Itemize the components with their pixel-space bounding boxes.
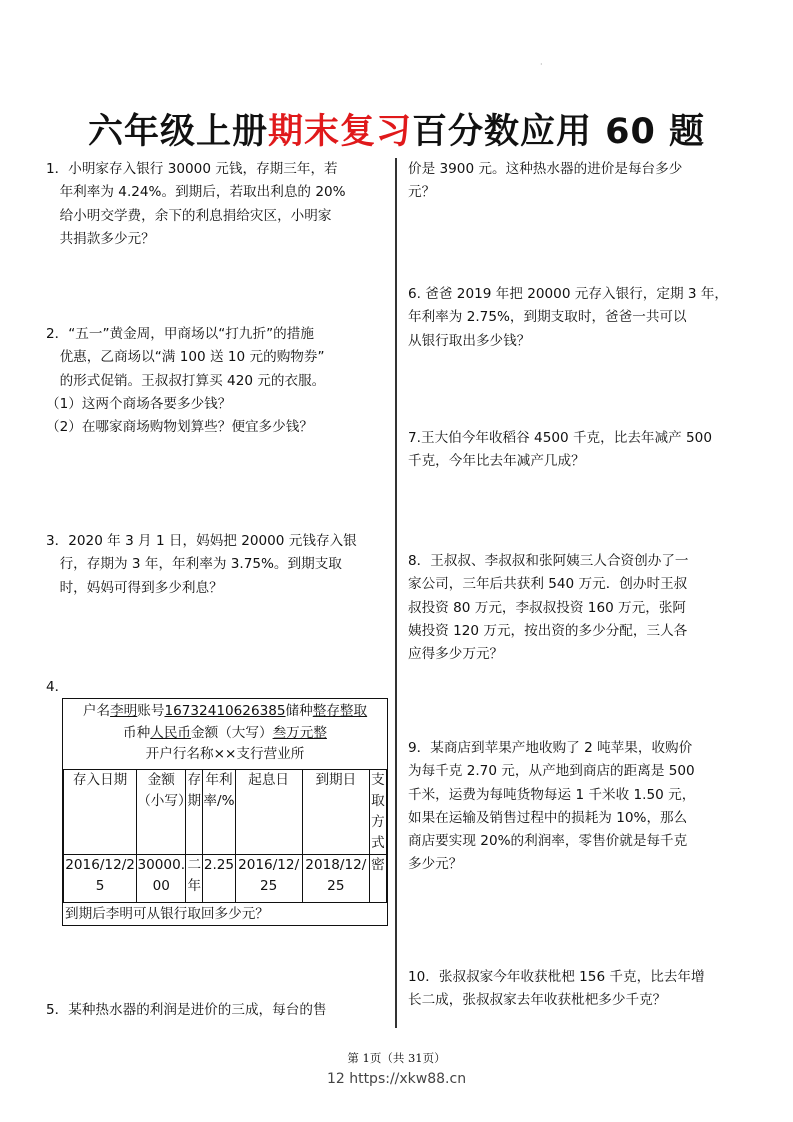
question-5 [46,999,386,1022]
currency: 人民币 [150,724,192,741]
table-cell: 2016/12/25 [64,854,137,902]
slip-header [63,699,387,769]
page-title [0,104,793,154]
q8-line: 8．王叔叔、李叔叔和张阿姨三人合资创办了一 [408,553,689,569]
question-3 [46,530,386,600]
amount-written: 叁万元整 [272,724,327,741]
label: 金额（大写） [191,724,273,741]
question-4-number [46,676,386,699]
question-2 [46,323,386,439]
q9-line: 9．某商店到苹果产地收购了 2 吨苹果，收购价 [408,740,693,756]
column-divider [395,158,397,1028]
q5-line: 5．某种热水器的利润是进价的三成，每台的售 [46,1002,327,1018]
watermark-url: 12 https://xkw88.cn [326,1071,467,1087]
table-header: 年利率/% [203,769,235,854]
table-header: 存入日期 [64,769,137,854]
label: 储种 [285,703,313,719]
q4-number: 4． [46,679,69,695]
q6-line: 年利率为 2.75%，到期支取时，爸爸一共可以 [408,309,687,326]
q2-line: 2．“五一”黄金周，甲商场以“打九折”的措施 [46,326,314,342]
question-7 [408,427,748,474]
q3-line: 3．2020 年 3 月 1 日，妈妈把 20000 元钱存入银 [46,533,357,549]
q9-line: 商店要实现 20%的利润率，零售价就是每千克 [408,833,688,850]
bank-deposit-slip [62,698,388,926]
q2-line: 优惠，乙商场以“满 100 送 10 元的购物券” [46,349,325,366]
account-number: 16732410626385 [164,703,286,719]
q9-line: 多少元？ [408,856,463,873]
table-header: 存期 [186,769,203,854]
q2-line: （2）在哪家商场购物划算些？便宜多少钱？ [46,419,313,436]
deposit-table [63,769,387,903]
bank-branch: 开户行名称××支行营业所 [145,746,305,762]
question-6 [408,283,748,353]
account-name: 李明 [110,703,138,719]
q5-line: 价是 3900 元。这种热水器的进价是每台多少 [408,161,683,177]
table-header: 支取方式 [369,769,386,854]
table-header: 金额（小写） [137,769,186,854]
q1-line: 年利率为 4.24%。到期后，若取出利息的 20% [46,184,346,201]
q1-line: 共捐款多少元？ [46,230,155,247]
q9-line: 如果在运输及销售过程中的损耗为 10%，那么 [408,809,688,826]
q9-line: 千米，运费为每吨货物每运 1 千米收 1.50 元， [408,786,696,803]
q7-line: 7.王大伯今年收稻谷 4500 千克，比去年减产 500 [408,430,712,446]
title-highlight: 期末复习 [267,112,412,152]
deposit-type: 整存整取 [312,703,368,719]
title-part1: 六年级上册 [87,112,268,152]
q9-line: 为每千克 2.70 元，从产地到商店的距离是 500 [408,763,695,780]
q10-line: 长二成，张叔叔家去年收获枇杷多少千克？ [408,992,667,1009]
question-8 [408,550,748,666]
page-number: 第 1页（共 31页） [347,1051,446,1065]
q6-line: 从银行取出多少钱？ [408,332,531,349]
q2-line: 的形式促销。王叔叔打算买 420 元的衣服。 [46,372,326,389]
table-cell: 二年 [186,854,203,902]
q2-line: （1）这两个商场各要多少钱？ [46,395,232,412]
table-cell: 2.25 [203,854,235,902]
table-cell: 密 [369,854,386,902]
q1-line: 给小明交学费，余下的利息捐给灾区，小明家 [46,207,332,224]
q10-line: 10．张叔叔家今年收获枇杷 156 千克，比去年增 [408,969,705,985]
stray-dot: · [540,60,543,69]
table-cell: 30000.00 [137,854,186,902]
label: 户名 [82,703,111,719]
q1-line: 1．小明家存入银行 30000 元钱，存期三年，若 [46,161,338,177]
question-10 [408,966,748,1013]
table-cell: 2016/12/25 [235,854,302,902]
table-header: 起息日 [235,769,302,854]
q8-line: 应得多少万元？ [408,646,504,663]
q3-line: 行，存期为 3 年，年利率为 3.75%。到期支取 [46,556,342,573]
question-9 [408,737,748,877]
q3-line: 时，妈妈可得到多少利息？ [46,579,223,596]
question-1 [46,158,386,251]
q8-line: 家公司，三年后共获利 540 万元．创办时王叔 [408,576,688,593]
q6-line: 6. 爸爸 2019 年把 20000 元存入银行，定期 3 年， [408,286,729,302]
q5-line: 元？ [408,184,436,201]
title-part3: 百分数应用 60 题 [411,112,706,152]
table-row [64,854,387,902]
label: 账号 [137,703,165,719]
question-5-continued [408,158,748,205]
q8-line: 姨投资 120 万元，按出资的多少分配，三人各 [408,622,688,639]
table-cell: 2018/12/25 [302,854,369,902]
label: 币种 [123,724,151,741]
table-header-row [64,769,387,854]
q4-question: 到期后李明可从银行取回多少元？ [65,905,269,922]
q8-line: 叔投资 80 万元，李叔叔投资 160 万元，张阿 [408,599,687,616]
q7-line: 千克，今年比去年减产几成？ [408,453,585,470]
table-header: 到期日 [302,769,369,854]
